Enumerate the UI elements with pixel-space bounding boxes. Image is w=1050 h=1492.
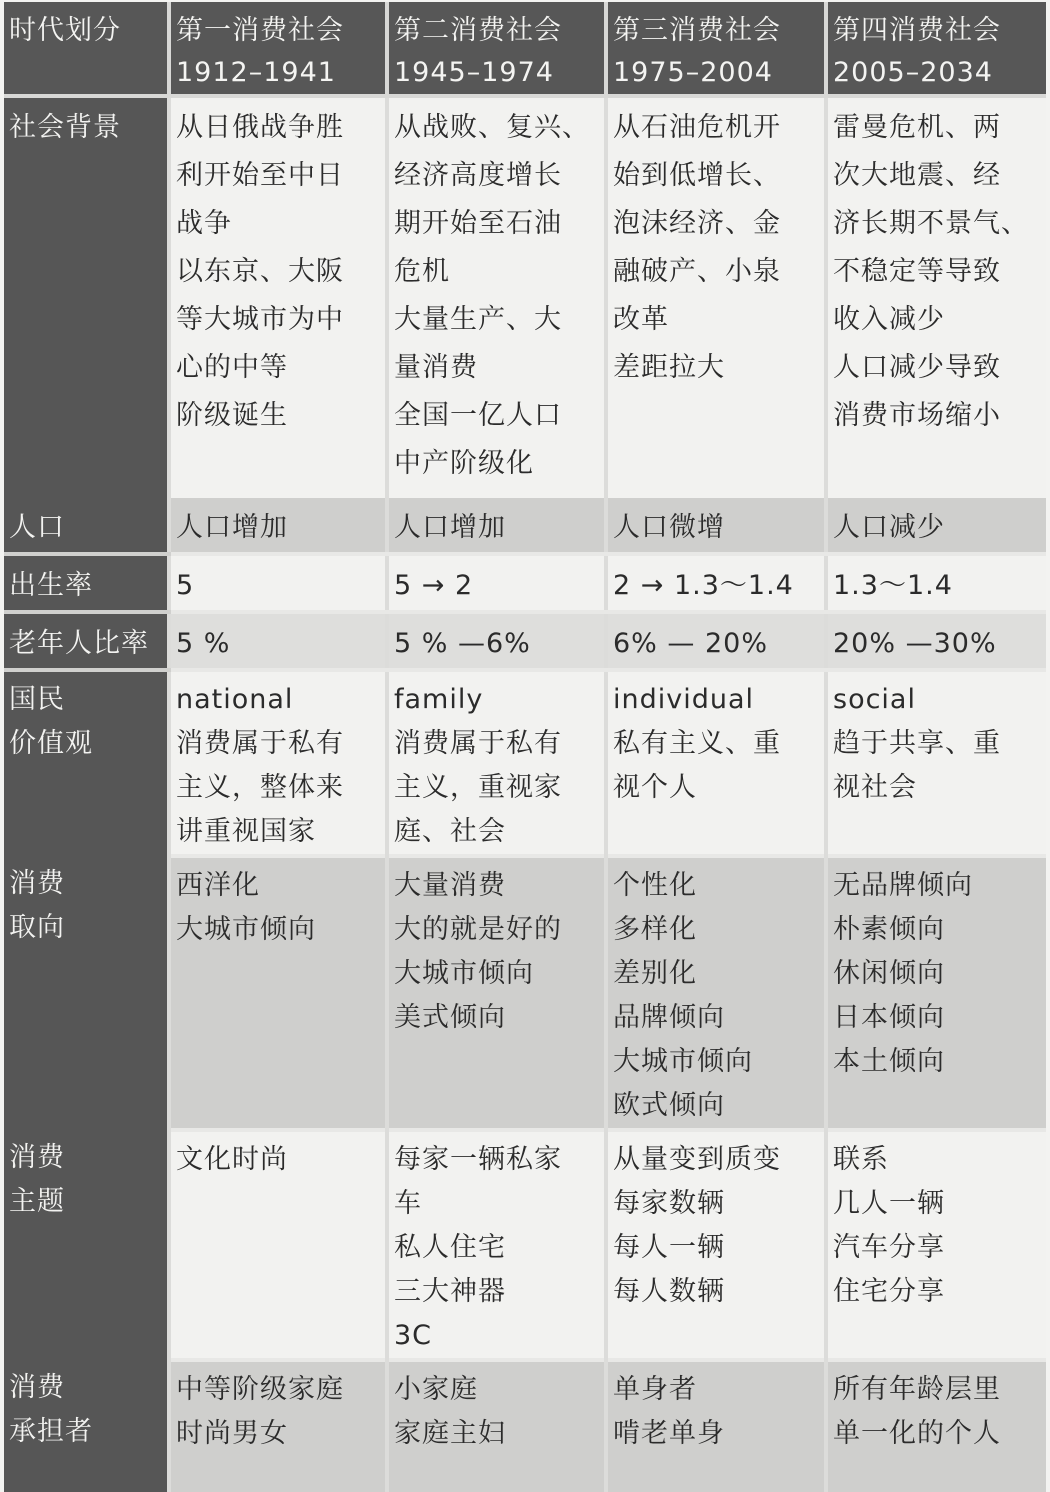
data-cell [606,670,826,856]
data-cell [387,1130,606,1360]
cell-line: 差距拉大 [613,352,725,383]
data-cell [606,1360,826,1492]
cell-line: 视个人 [613,772,697,803]
cell-line: 3C [394,1320,433,1351]
cell-line: 单身者 [613,1374,697,1405]
row-label [4,96,169,498]
cell-line: 消费 [9,868,65,899]
row-label [4,1360,169,1492]
cell-line: 三大神器 [394,1276,506,1307]
header-era-3 [606,2,826,96]
cell-line: 西洋化 [176,870,260,901]
cell-line: 每家一辆私家 [394,1144,562,1175]
row-population [4,498,1046,554]
data-cell [169,96,387,498]
era-name: 第二消费社会 [394,15,562,46]
cell-line: 改革 [613,304,669,335]
cell-line: 2 → 1.3〜1.4 [613,570,794,601]
cell-line: 大城市倾向 [176,914,316,945]
cell-line: 大量生产、大 [394,304,562,335]
cell-line: 阶级诞生 [176,400,288,431]
cell-line: 从石油危机开 [613,112,781,143]
cell-line: 泡沫经济、金 [613,208,781,239]
row-social-background [4,96,1046,498]
cell-line: 单一化的个人 [833,1418,1001,1449]
cell-line: 5 % —6% [394,628,531,659]
cell-line: 欧式倾向 [613,1090,725,1121]
data-cell [387,554,606,612]
cell-line: 所有年龄层里 [833,1374,1001,1405]
row-label [4,554,169,612]
data-cell [826,1360,1046,1492]
data-cell [606,96,826,498]
cell-line: 文化时尚 [176,1144,288,1175]
cell-line: 讲重视国家 [176,816,316,847]
header-label: 时代划分 [9,15,121,46]
cell-line: national [176,684,294,715]
cell-line: 人口增加 [394,512,506,543]
cell-line: 等大城市为中 [176,304,344,335]
data-cell [387,612,606,670]
row-label [4,670,169,856]
cell-line: 经济高度增长 [394,160,562,191]
cell-line: 1.3〜1.4 [833,570,953,601]
cell-line: 从战败、复兴、 [394,112,590,143]
header-era-2 [387,2,606,96]
cell-line: 消费 [9,1372,65,1403]
cell-line: 几人一辆 [833,1188,945,1219]
cell-line: 朴素倾向 [833,914,945,945]
cell-line: 战争 [176,208,232,239]
cell-line: 主义，重视家 [394,772,562,803]
cell-line: social [833,684,916,715]
era-name: 第一消费社会 [176,15,344,46]
row-label [4,1130,169,1360]
data-cell [387,1360,606,1492]
header-era-1 [169,2,387,96]
cell-line: 差别化 [613,958,697,989]
cell-line: 人口微增 [613,512,725,543]
era-years: 1975–2004 [613,57,773,88]
row-consumption-orientation [4,856,1046,1130]
cell-line: 6% — 20% [613,628,769,659]
cell-line: 始到低增长、 [613,160,781,191]
row-consumption-bearer [4,1360,1046,1492]
cell-line: 私有主义、重 [613,728,781,759]
data-cell [606,554,826,612]
row-consumption-theme [4,1130,1046,1360]
cell-line: 时尚男女 [176,1418,288,1449]
era-years: 1912–1941 [176,57,336,88]
data-cell [826,96,1046,498]
row-label [4,498,169,554]
data-cell [387,670,606,856]
cell-line: 庭、社会 [394,816,506,847]
cell-line: 美式倾向 [394,1002,506,1033]
cell-line: 期开始至石油 [394,208,562,239]
cell-line: 人口 [9,512,65,543]
cell-line: 老年人比率 [9,628,149,659]
cell-line: family [394,684,484,715]
data-cell [826,1130,1046,1360]
data-cell [169,612,387,670]
cell-line: 主题 [9,1186,65,1217]
era-years: 2005–2034 [833,57,993,88]
cell-line: 全国一亿人口 [394,400,562,431]
data-cell [606,1130,826,1360]
data-cell [169,1360,387,1492]
cell-line: 量消费 [394,352,478,383]
cell-line: 中等阶级家庭 [176,1374,344,1405]
cell-line: 消费 [9,1142,65,1173]
cell-line: 从日俄战争胜 [176,112,344,143]
data-cell [826,670,1046,856]
row-label [4,856,169,1130]
cell-line: 大的就是好的 [394,914,562,945]
cell-line: 个性化 [613,870,697,901]
data-cell [606,612,826,670]
era-years: 1945–1974 [394,57,554,88]
cell-line: 收入减少 [833,304,945,335]
cell-line: 大城市倾向 [394,958,534,989]
cell-line: 大城市倾向 [613,1046,753,1077]
cell-line: 从量变到质变 [613,1144,781,1175]
cell-line: 人口增加 [176,512,288,543]
row-label [4,612,169,670]
data-cell [826,856,1046,1130]
cell-line: 趋于共享、重 [833,728,1001,759]
cell-line: 雷曼危机、两 [833,112,1001,143]
cell-line: 消费属于私有 [176,728,344,759]
cell-line: 5 [176,570,195,601]
header-row [4,2,1046,96]
cell-line: 社会背景 [9,112,121,143]
data-cell [826,554,1046,612]
cell-line: 出生率 [9,570,93,601]
cell-line: 次大地震、经 [833,160,1001,191]
header-era-4 [826,2,1046,96]
cell-line: 主义，整体来 [176,772,344,803]
cell-line: 济长期不景气、 [833,208,1029,239]
cell-line: 家庭主妇 [394,1418,506,1449]
cell-line: 小家庭 [394,1374,478,1405]
cell-line: 价值观 [9,728,93,759]
cell-line: 本土倾向 [833,1046,945,1077]
data-cell [169,856,387,1130]
cell-line: 车 [394,1188,422,1219]
cell-line: 人口减少 [833,512,945,543]
cell-line: 大量消费 [394,870,506,901]
cell-line: 融破产、小泉 [613,256,781,287]
cell-line: individual [613,684,755,715]
cell-line: 视社会 [833,772,917,803]
header-label-cell [4,2,169,96]
cell-line: 国民 [9,684,65,715]
data-cell [169,498,387,554]
cell-line: 私人住宅 [394,1232,506,1263]
cell-line: 啃老单身 [613,1418,725,1449]
era-name: 第四消费社会 [833,15,1001,46]
data-cell [169,1130,387,1360]
cell-line: 危机 [394,256,450,287]
cell-line: 每人一辆 [613,1232,725,1263]
data-cell [169,554,387,612]
cell-line: 日本倾向 [833,1002,945,1033]
cell-line: 20% —30% [833,628,997,659]
cell-line: 无品牌倾向 [833,870,973,901]
cell-line: 以东京、大阪 [176,256,344,287]
consumer-society-table [4,2,1046,1492]
row-birthrate [4,554,1046,612]
cell-line: 5 → 2 [394,570,474,601]
data-cell [387,856,606,1130]
cell-line: 汽车分享 [833,1232,945,1263]
cell-line: 消费市场缩小 [833,400,1001,431]
data-cell [169,670,387,856]
data-cell [606,498,826,554]
cell-line: 心的中等 [176,352,288,383]
data-cell [387,498,606,554]
cell-line: 联系 [833,1144,889,1175]
data-cell [826,498,1046,554]
era-name: 第三消费社会 [613,15,781,46]
cell-line: 每人数辆 [613,1276,725,1307]
cell-line: 住宅分享 [833,1276,945,1307]
cell-line: 人口减少导致 [833,352,1001,383]
cell-line: 5 % [176,628,231,659]
cell-line: 中产阶级化 [394,448,534,479]
cell-line: 取向 [9,912,65,943]
cell-line: 多样化 [613,914,697,945]
cell-line: 品牌倾向 [613,1002,725,1033]
row-elderly-ratio [4,612,1046,670]
cell-line: 消费属于私有 [394,728,562,759]
cell-line: 承担者 [9,1416,93,1447]
cell-line: 利开始至中日 [176,160,344,191]
data-cell [387,96,606,498]
row-national-values [4,670,1046,856]
data-cell [606,856,826,1130]
cell-line: 每家数辆 [613,1188,725,1219]
cell-line: 休闲倾向 [833,958,945,989]
cell-line: 不稳定等导致 [833,256,1001,287]
data-cell [826,612,1046,670]
